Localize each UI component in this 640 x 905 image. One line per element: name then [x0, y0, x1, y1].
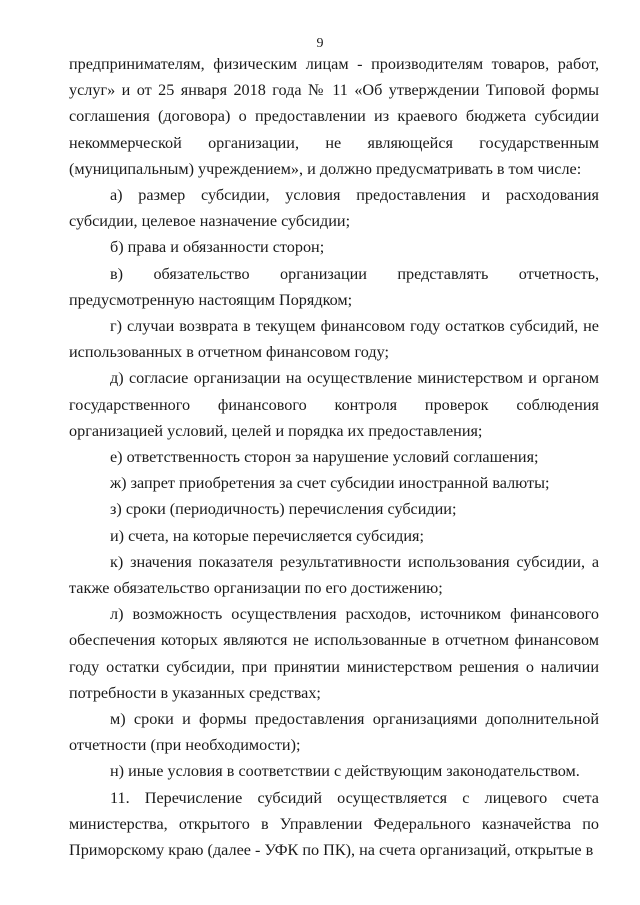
list-item-d: д) согласие организации на осуществление министерством и органом государственного финансового контроля проверок соблюдения организацией условий, целей и порядка их предоставления; [69, 369, 599, 440]
list-item-e: е) ответственность сторон за нарушение условий соглашения; [110, 448, 539, 467]
paragraph-continuation: предпринимателям, физическим лицам - производителям товаров, работ, услуг» и от 25 января 2018 года № 11 «Об утверждении Типовой формы соглашения (договора) о предоставлении из краевого бюджета субсидии некоммерческой организации, не являющейся государственным (муниципальным) учреждением», и должно предусматривать в том числе: [69, 55, 599, 178]
list-item-k: к) значения показателя результативности использования субсидии, а также обязательство организации по его достижению; [69, 552, 599, 598]
section-11-paragraph: 11. Перечисление субсидий осуществляется с лицевого счета министерства, открытого в Управлении Федерального казначейства по Приморскому краю (далее - УФК по ПК), на счета организаций, открытые в [69, 788, 599, 860]
list-item-m: м) сроки и формы предоставления организациями дополнительной отчетности (при необходимости); [69, 710, 599, 755]
list-item-zh: ж) запрет приобретения за счет субсидии иностранной валюты; [110, 474, 550, 493]
list-item-a: а) размер субсидии, условия предоставления и расходования субсидии, целевое назначение субсидии; [69, 186, 599, 231]
list-item-z: з) сроки (периодичность) перечисления субсидии; [110, 500, 457, 519]
list-item-l: л) возможность осуществления расходов, источником финансового обеспечения которых являются не использованные в отчетном финансовом году остатки субсидии, при принятии министерством решения о наличии потребности в указанных средствах; [69, 605, 599, 702]
page-number: 9 [316, 36, 324, 51]
list-item-v: в) обязательство организации представлять отчетность, предусмотренную настоящим Порядком; [69, 264, 599, 309]
list-item-i: и) счета, на которые перечисляется субсидия; [110, 526, 424, 545]
list-item-b: б) права и обязанности сторон; [110, 238, 325, 257]
document-body [69, 51, 599, 863]
list-item-n: н) иные условия в соответствии с действующим законодательством. [110, 762, 580, 781]
list-item-g: г) случаи возврата в текущем финансовом году остатков субсидий, не использованных в отчетном финансовом году; [69, 317, 599, 362]
